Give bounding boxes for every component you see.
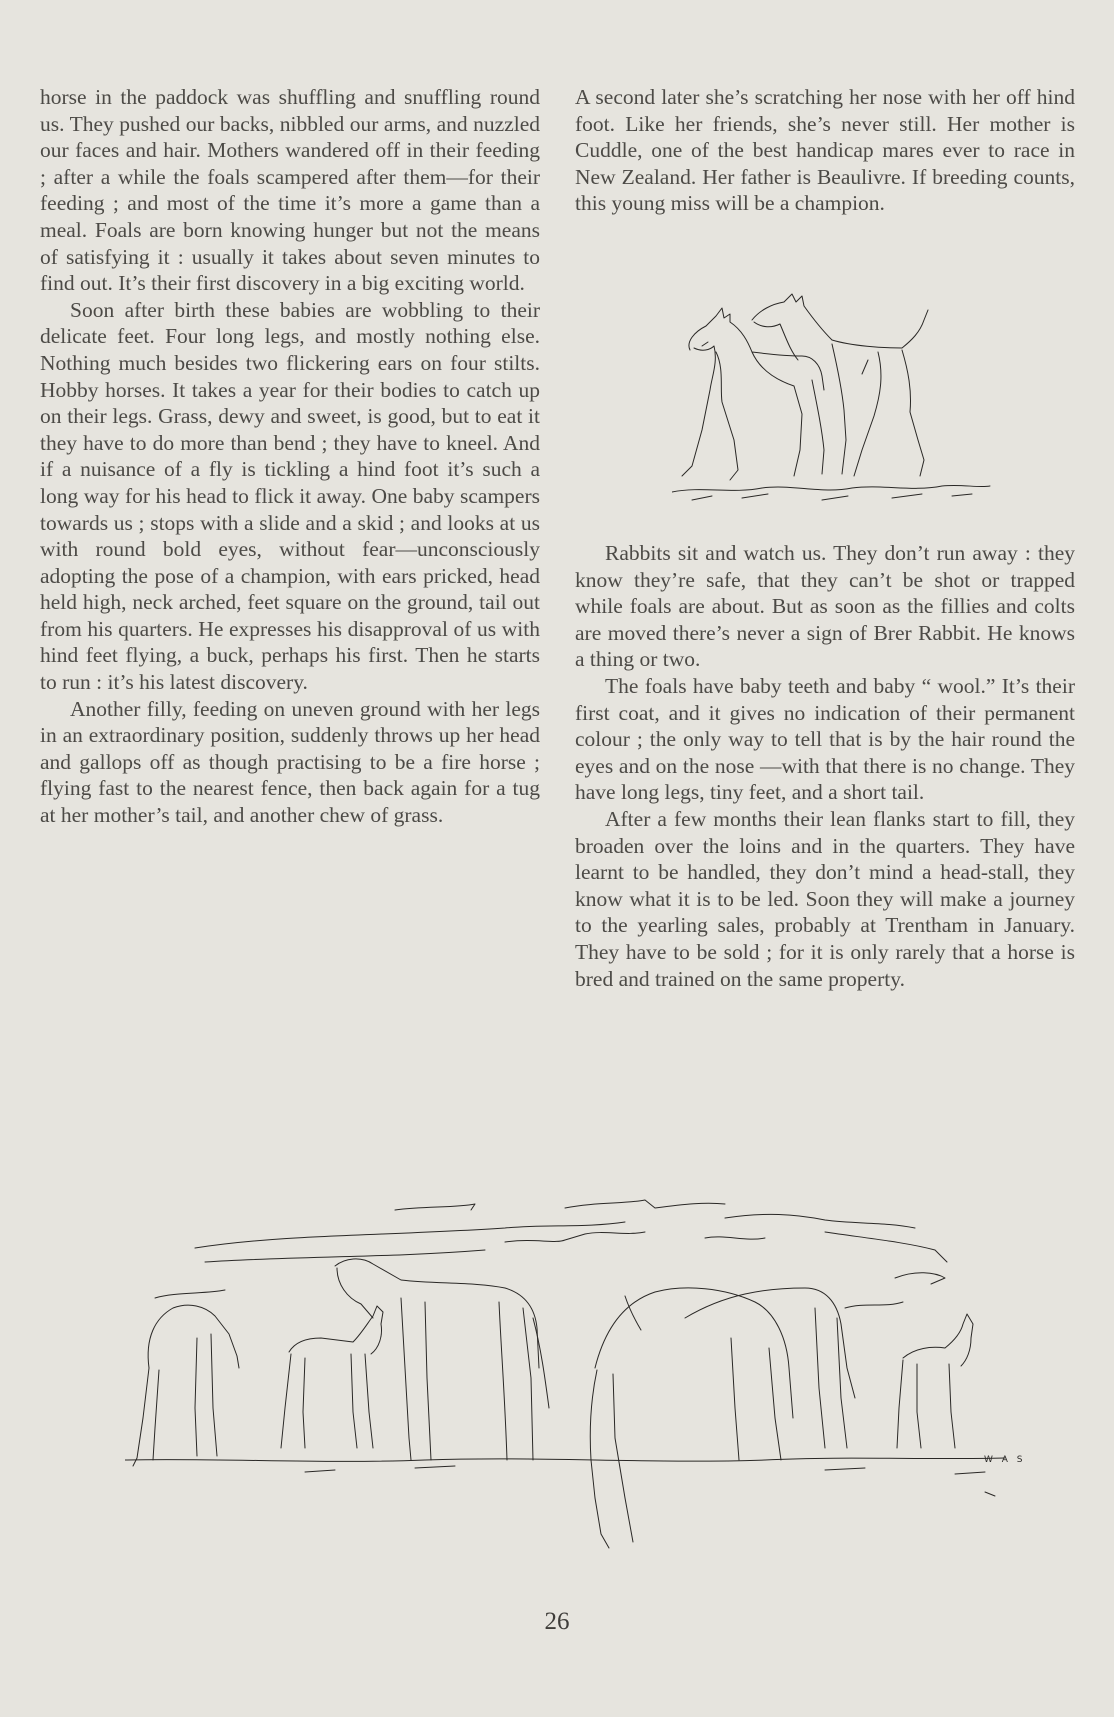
- left-paragraph-2: Soon after birth these babies are wobbling to their delicate feet. Four long legs, and mostly nothing else. Nothing much besides two flickering ears on four stilts. Hobby horses. It takes a year for their bodies to catch up on their legs. Grass, dewy and sweet, is good, but to eat it they have to do more than bend ; they have to kneel. And if a nuisance of a fly is tickling a hind foot it’s such a long way for his head to flick it away. One baby scampers towards us ; stops with a slide and a skid ; and looks at us with round bold eyes, without fear—unconsciously adopting the pose of a champion, with ears pricked, head held high, neck arched, feet square on the ground, tail out from his quarters. He expresses his disapproval of us with hind feet flying, a buck, perhaps his first. Then he starts to run : it’s his latest discovery.: [40, 297, 540, 695]
- right-text-column-top: [575, 84, 1075, 217]
- page-number: 26: [544, 1608, 570, 1635]
- two-foals-illustration: [672, 290, 992, 525]
- right-text-column-bottom: [575, 540, 1075, 992]
- left-text-column: [40, 84, 540, 829]
- right-paragraph-2: Rabbits sit and watch us. They don’t run away : they know they’re safe, that they can’t be shot or trapped while foals are about. But as soon as the fillies and colts are moved there’s never a sign of Brer Rabbit. He knows a thing or two.: [575, 541, 1075, 672]
- left-paragraph-3: Another filly, feeding on uneven ground with her legs in an extraordinary position, suddenly throws up her head and gallops off as though practising to be a fire horse ; flying fast to the nearest fence, then back again for a tug at her mother’s tail, and another chew of grass.: [40, 696, 540, 828]
- grazing-herd-illustration: [125, 1198, 1060, 1576]
- right-paragraph-4: After a few months their lean flanks start to fill, they broaden over the loins and in the quarters. They have learnt to be handled, they don’t mind a head-stall, they know what it is to be led. Soon they will make a journey to the yearling sales, probably at Trentham in January. They have to be sold ; for it is only rarely that a horse is bred and trained on the same property.: [575, 806, 1075, 991]
- left-paragraph-1: horse in the paddock was shuffling and snuffling round us. They pushed our backs, nibbled our arms, and nuzzled our faces and hair. Mothers wandered off in their feeding ; after a while the foals scampered after them—for their feeding ; and most of the time it’s more a game than a meal. Foals are born knowing hunger but not the means of satisfying it : usually it takes about seven minutes to find out. It’s their first discovery in a big exciting world.: [40, 85, 540, 296]
- artist-signature: W A S: [984, 1455, 1026, 1465]
- right-paragraph-3: The foals have baby teeth and baby “ wool.” It’s their first coat, and it gives no indication of their permanent colour ; the only way to tell that is by the hair round the eyes and on the nose —with that there is no change. They have long legs, tiny feet, and a short tail.: [575, 673, 1075, 805]
- right-paragraph-1: A second later she’s scratching her nose with her off hind foot. Like her friends, she’s never still. Her mother is Cuddle, one of the best handicap mares ever to race in New Zealand. Her father is Beaulivre. If breeding counts, this young miss will be a champion.: [575, 85, 1075, 216]
